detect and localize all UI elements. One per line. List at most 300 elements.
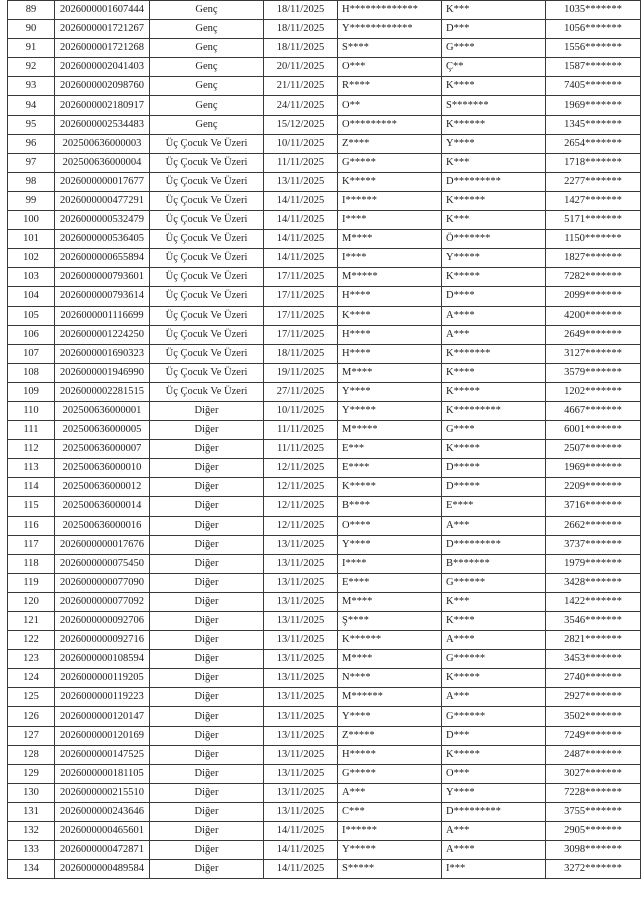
name-cell: S***** xyxy=(338,860,442,879)
row-number-cell: 101 xyxy=(8,230,55,249)
surname-cell: K****** xyxy=(442,191,546,210)
application-number-cell: 202500636000014 xyxy=(55,497,150,516)
table-row xyxy=(8,363,641,382)
application-number-cell: 2026000002041403 xyxy=(55,58,150,77)
date-cell: 13/11/2025 xyxy=(264,631,338,650)
application-number-cell: 2026000000472871 xyxy=(55,841,150,860)
category-cell: Diğer xyxy=(150,516,264,535)
surname-cell: K*** xyxy=(442,1,546,20)
date-cell: 20/11/2025 xyxy=(264,58,338,77)
table-row xyxy=(8,1,641,20)
application-number-cell: 2026000001946990 xyxy=(55,363,150,382)
table-row xyxy=(8,20,641,39)
table-row xyxy=(8,401,641,420)
date-cell: 17/11/2025 xyxy=(264,268,338,287)
date-cell: 13/11/2025 xyxy=(264,535,338,554)
row-number-cell: 105 xyxy=(8,306,55,325)
row-number-cell: 128 xyxy=(8,745,55,764)
table-row xyxy=(8,535,641,554)
id-number-cell: 2662******* xyxy=(546,516,641,535)
table-row xyxy=(8,153,641,172)
name-cell: M**** xyxy=(338,650,442,669)
row-number-cell: 96 xyxy=(8,134,55,153)
table-row xyxy=(8,745,641,764)
table-row xyxy=(8,39,641,58)
category-cell: Üç Çocuk Ve Üzeri xyxy=(150,325,264,344)
id-number-cell: 2821******* xyxy=(546,631,641,650)
category-cell: Genç xyxy=(150,115,264,134)
row-number-cell: 98 xyxy=(8,172,55,191)
application-number-cell: 2026000000465601 xyxy=(55,822,150,841)
application-number-cell: 2026000002534483 xyxy=(55,115,150,134)
table-row xyxy=(8,134,641,153)
row-number-cell: 122 xyxy=(8,631,55,650)
category-cell: Genç xyxy=(150,96,264,115)
category-cell: Diğer xyxy=(150,650,264,669)
id-number-cell: 2654******* xyxy=(546,134,641,153)
category-cell: Diğer xyxy=(150,497,264,516)
surname-cell: S******* xyxy=(442,96,546,115)
name-cell: A*** xyxy=(338,783,442,802)
application-number-cell: 202500636000004 xyxy=(55,153,150,172)
category-cell: Diğer xyxy=(150,401,264,420)
id-number-cell: 6001******* xyxy=(546,421,641,440)
name-cell: H**** xyxy=(338,325,442,344)
date-cell: 18/11/2025 xyxy=(264,1,338,20)
surname-cell: O*** xyxy=(442,764,546,783)
id-number-cell: 3272******* xyxy=(546,860,641,879)
row-number-cell: 89 xyxy=(8,1,55,20)
application-number-cell: 2026000000147525 xyxy=(55,745,150,764)
name-cell: E**** xyxy=(338,573,442,592)
application-number-cell: 2026000000793614 xyxy=(55,287,150,306)
category-cell: Diğer xyxy=(150,631,264,650)
id-number-cell: 3453******* xyxy=(546,650,641,669)
id-number-cell: 1969******* xyxy=(546,459,641,478)
category-cell: Diğer xyxy=(150,726,264,745)
date-cell: 18/11/2025 xyxy=(264,344,338,363)
row-number-cell: 115 xyxy=(8,497,55,516)
date-cell: 13/11/2025 xyxy=(264,650,338,669)
surname-cell: I*** xyxy=(442,860,546,879)
date-cell: 14/11/2025 xyxy=(264,249,338,268)
name-cell: Y***** xyxy=(338,841,442,860)
date-cell: 13/11/2025 xyxy=(264,172,338,191)
name-cell: I**** xyxy=(338,249,442,268)
row-number-cell: 126 xyxy=(8,707,55,726)
name-cell: N**** xyxy=(338,669,442,688)
row-number-cell: 97 xyxy=(8,153,55,172)
name-cell: H***** xyxy=(338,745,442,764)
surname-cell: K***** xyxy=(442,268,546,287)
id-number-cell: 1979******* xyxy=(546,554,641,573)
date-cell: 12/11/2025 xyxy=(264,459,338,478)
surname-cell: A*** xyxy=(442,822,546,841)
row-number-cell: 114 xyxy=(8,478,55,497)
date-cell: 14/11/2025 xyxy=(264,191,338,210)
date-cell: 13/11/2025 xyxy=(264,745,338,764)
row-number-cell: 108 xyxy=(8,363,55,382)
date-cell: 15/12/2025 xyxy=(264,115,338,134)
application-number-cell: 2026000001690323 xyxy=(55,344,150,363)
category-cell: Diğer xyxy=(150,707,264,726)
category-cell: Diğer xyxy=(150,745,264,764)
row-number-cell: 131 xyxy=(8,802,55,821)
category-cell: Diğer xyxy=(150,822,264,841)
date-cell: 10/11/2025 xyxy=(264,401,338,420)
id-number-cell: 1556******* xyxy=(546,39,641,58)
table-row xyxy=(8,211,641,230)
id-number-cell: 7405******* xyxy=(546,77,641,96)
category-cell: Diğer xyxy=(150,592,264,611)
date-cell: 14/11/2025 xyxy=(264,822,338,841)
row-number-cell: 124 xyxy=(8,669,55,688)
application-number-cell: 2026000000655894 xyxy=(55,249,150,268)
category-cell: Diğer xyxy=(150,459,264,478)
category-cell: Diğer xyxy=(150,669,264,688)
surname-cell: E**** xyxy=(442,497,546,516)
name-cell: I****** xyxy=(338,822,442,841)
id-number-cell: 2740******* xyxy=(546,669,641,688)
surname-cell: Y***** xyxy=(442,249,546,268)
surname-cell: K***** xyxy=(442,382,546,401)
name-cell: Y**** xyxy=(338,382,442,401)
row-number-cell: 92 xyxy=(8,58,55,77)
id-number-cell: 3098******* xyxy=(546,841,641,860)
table-row xyxy=(8,58,641,77)
category-cell: Diğer xyxy=(150,440,264,459)
date-cell: 17/11/2025 xyxy=(264,287,338,306)
category-cell: Üç Çocuk Ve Üzeri xyxy=(150,306,264,325)
row-number-cell: 110 xyxy=(8,401,55,420)
table-row xyxy=(8,497,641,516)
surname-cell: K*** xyxy=(442,211,546,230)
name-cell: Ş**** xyxy=(338,612,442,631)
application-number-cell: 2026000000077090 xyxy=(55,573,150,592)
id-number-cell: 1422******* xyxy=(546,592,641,611)
application-number-cell: 202500636000012 xyxy=(55,478,150,497)
table-row xyxy=(8,516,641,535)
table-row xyxy=(8,783,641,802)
row-number-cell: 95 xyxy=(8,115,55,134)
application-number-cell: 202500636000005 xyxy=(55,421,150,440)
row-number-cell: 123 xyxy=(8,650,55,669)
date-cell: 14/11/2025 xyxy=(264,211,338,230)
surname-cell: D**** xyxy=(442,287,546,306)
surname-cell: A**** xyxy=(442,841,546,860)
table-row xyxy=(8,459,641,478)
row-number-cell: 91 xyxy=(8,39,55,58)
name-cell: H************* xyxy=(338,1,442,20)
date-cell: 10/11/2025 xyxy=(264,134,338,153)
surname-cell: G**** xyxy=(442,39,546,58)
application-number-cell: 2026000000075450 xyxy=(55,554,150,573)
table-row xyxy=(8,115,641,134)
application-number-cell: 2026000000017677 xyxy=(55,172,150,191)
date-cell: 13/11/2025 xyxy=(264,573,338,592)
surname-cell: A**** xyxy=(442,631,546,650)
category-cell: Üç Çocuk Ve Üzeri xyxy=(150,230,264,249)
name-cell: E**** xyxy=(338,459,442,478)
table-row xyxy=(8,96,641,115)
name-cell: H**** xyxy=(338,287,442,306)
date-cell: 11/11/2025 xyxy=(264,440,338,459)
application-number-cell: 2026000000092716 xyxy=(55,631,150,650)
table-row xyxy=(8,287,641,306)
table-row xyxy=(8,764,641,783)
name-cell: K***** xyxy=(338,172,442,191)
date-cell: 18/11/2025 xyxy=(264,39,338,58)
application-number-cell: 2026000000536405 xyxy=(55,230,150,249)
date-cell: 11/11/2025 xyxy=(264,421,338,440)
category-cell: Üç Çocuk Ve Üzeri xyxy=(150,153,264,172)
id-number-cell: 1969******* xyxy=(546,96,641,115)
row-number-cell: 132 xyxy=(8,822,55,841)
name-cell: O*** xyxy=(338,58,442,77)
date-cell: 12/11/2025 xyxy=(264,516,338,535)
id-number-cell: 3716******* xyxy=(546,497,641,516)
application-number-cell: 2026000001224250 xyxy=(55,325,150,344)
name-cell: M***** xyxy=(338,268,442,287)
surname-cell: Y**** xyxy=(442,134,546,153)
application-number-cell: 2026000000532479 xyxy=(55,211,150,230)
id-number-cell: 1056******* xyxy=(546,20,641,39)
category-cell: Diğer xyxy=(150,554,264,573)
category-cell: Diğer xyxy=(150,612,264,631)
table-row xyxy=(8,382,641,401)
category-cell: Üç Çocuk Ve Üzeri xyxy=(150,172,264,191)
table-row xyxy=(8,268,641,287)
row-number-cell: 134 xyxy=(8,860,55,879)
application-number-cell: 2026000000119223 xyxy=(55,688,150,707)
id-number-cell: 2905******* xyxy=(546,822,641,841)
application-number-cell: 2026000001116699 xyxy=(55,306,150,325)
date-cell: 13/11/2025 xyxy=(264,554,338,573)
application-number-cell: 202500636000001 xyxy=(55,401,150,420)
date-cell: 14/11/2025 xyxy=(264,860,338,879)
application-number-cell: 2026000001607444 xyxy=(55,1,150,20)
application-number-cell: 2026000002281515 xyxy=(55,382,150,401)
date-cell: 13/11/2025 xyxy=(264,783,338,802)
name-cell: K***** xyxy=(338,478,442,497)
row-number-cell: 107 xyxy=(8,344,55,363)
surname-cell: G****** xyxy=(442,650,546,669)
application-number-cell: 2026000000243646 xyxy=(55,802,150,821)
row-number-cell: 125 xyxy=(8,688,55,707)
surname-cell: A*** xyxy=(442,688,546,707)
date-cell: 13/11/2025 xyxy=(264,707,338,726)
surname-cell: Ö******* xyxy=(442,230,546,249)
application-number-cell: 2026000000489584 xyxy=(55,860,150,879)
surname-cell: K**** xyxy=(442,77,546,96)
surname-cell: K********* xyxy=(442,401,546,420)
name-cell: G***** xyxy=(338,764,442,783)
surname-cell: A*** xyxy=(442,325,546,344)
table-row xyxy=(8,650,641,669)
row-number-cell: 117 xyxy=(8,535,55,554)
category-cell: Diğer xyxy=(150,573,264,592)
table-row xyxy=(8,822,641,841)
name-cell: K**** xyxy=(338,306,442,325)
name-cell: M**** xyxy=(338,363,442,382)
id-number-cell: 3428******* xyxy=(546,573,641,592)
table-row xyxy=(8,612,641,631)
row-number-cell: 129 xyxy=(8,764,55,783)
application-number-cell: 2026000001721267 xyxy=(55,20,150,39)
surname-cell: Y**** xyxy=(442,783,546,802)
id-number-cell: 2209******* xyxy=(546,478,641,497)
table-row xyxy=(8,249,641,268)
name-cell: I**** xyxy=(338,211,442,230)
application-number-cell: 2026000000215510 xyxy=(55,783,150,802)
name-cell: M****** xyxy=(338,688,442,707)
row-number-cell: 111 xyxy=(8,421,55,440)
application-number-cell: 2026000000477291 xyxy=(55,191,150,210)
date-cell: 13/11/2025 xyxy=(264,612,338,631)
row-number-cell: 106 xyxy=(8,325,55,344)
id-number-cell: 3502******* xyxy=(546,707,641,726)
surname-cell: D***** xyxy=(442,478,546,497)
category-cell: Diğer xyxy=(150,535,264,554)
table-row xyxy=(8,77,641,96)
surname-cell: K***** xyxy=(442,669,546,688)
id-number-cell: 1427******* xyxy=(546,191,641,210)
table-row xyxy=(8,554,641,573)
id-number-cell: 2649******* xyxy=(546,325,641,344)
id-number-cell: 2099******* xyxy=(546,287,641,306)
id-number-cell: 1587******* xyxy=(546,58,641,77)
category-cell: Genç xyxy=(150,1,264,20)
id-number-cell: 3127******* xyxy=(546,344,641,363)
row-number-cell: 109 xyxy=(8,382,55,401)
category-cell: Genç xyxy=(150,20,264,39)
surname-cell: K*** xyxy=(442,592,546,611)
category-cell: Üç Çocuk Ve Üzeri xyxy=(150,287,264,306)
row-number-cell: 119 xyxy=(8,573,55,592)
application-number-cell: 2026000002098760 xyxy=(55,77,150,96)
name-cell: R**** xyxy=(338,77,442,96)
surname-cell: K****** xyxy=(442,115,546,134)
surname-cell: K**** xyxy=(442,363,546,382)
surname-cell: K*** xyxy=(442,153,546,172)
row-number-cell: 113 xyxy=(8,459,55,478)
table-row xyxy=(8,841,641,860)
category-cell: Genç xyxy=(150,77,264,96)
table-row xyxy=(8,592,641,611)
table-row xyxy=(8,860,641,879)
category-cell: Diğer xyxy=(150,802,264,821)
category-cell: Diğer xyxy=(150,764,264,783)
table-row xyxy=(8,688,641,707)
id-number-cell: 7249******* xyxy=(546,726,641,745)
surname-cell: K***** xyxy=(442,440,546,459)
date-cell: 12/11/2025 xyxy=(264,478,338,497)
category-cell: Diğer xyxy=(150,860,264,879)
application-number-cell: 2026000000108594 xyxy=(55,650,150,669)
date-cell: 13/11/2025 xyxy=(264,592,338,611)
surname-cell: Ç** xyxy=(442,58,546,77)
surname-cell: G****** xyxy=(442,573,546,592)
surname-cell: D*** xyxy=(442,726,546,745)
category-cell: Genç xyxy=(150,58,264,77)
id-number-cell: 1718******* xyxy=(546,153,641,172)
date-cell: 18/11/2025 xyxy=(264,20,338,39)
date-cell: 12/11/2025 xyxy=(264,497,338,516)
id-number-cell: 2277******* xyxy=(546,172,641,191)
row-number-cell: 118 xyxy=(8,554,55,573)
row-number-cell: 116 xyxy=(8,516,55,535)
surname-cell: D***** xyxy=(442,459,546,478)
application-number-cell: 2026000000092706 xyxy=(55,612,150,631)
table-row xyxy=(8,421,641,440)
surname-cell: D********* xyxy=(442,802,546,821)
category-cell: Diğer xyxy=(150,478,264,497)
category-cell: Üç Çocuk Ve Üzeri xyxy=(150,211,264,230)
date-cell: 13/11/2025 xyxy=(264,688,338,707)
table-row xyxy=(8,726,641,745)
id-number-cell: 4200******* xyxy=(546,306,641,325)
date-cell: 13/11/2025 xyxy=(264,726,338,745)
row-number-cell: 90 xyxy=(8,20,55,39)
application-number-cell: 202500636000016 xyxy=(55,516,150,535)
name-cell: G***** xyxy=(338,153,442,172)
application-number-cell: 202500636000003 xyxy=(55,134,150,153)
id-number-cell: 1345******* xyxy=(546,115,641,134)
application-number-cell: 2026000000793601 xyxy=(55,268,150,287)
table-row xyxy=(8,440,641,459)
id-number-cell: 1150******* xyxy=(546,230,641,249)
id-number-cell: 1035******* xyxy=(546,1,641,20)
id-number-cell: 7228******* xyxy=(546,783,641,802)
name-cell: M***** xyxy=(338,421,442,440)
category-cell: Diğer xyxy=(150,841,264,860)
application-number-cell: 202500636000007 xyxy=(55,440,150,459)
category-cell: Üç Çocuk Ve Üzeri xyxy=(150,249,264,268)
category-cell: Üç Çocuk Ve Üzeri xyxy=(150,268,264,287)
name-cell: Y***** xyxy=(338,401,442,420)
table-row xyxy=(8,172,641,191)
category-cell: Genç xyxy=(150,39,264,58)
id-number-cell: 3027******* xyxy=(546,764,641,783)
id-number-cell: 7282******* xyxy=(546,268,641,287)
row-number-cell: 103 xyxy=(8,268,55,287)
row-number-cell: 100 xyxy=(8,211,55,230)
application-number-cell: 2026000000119205 xyxy=(55,669,150,688)
table-row xyxy=(8,573,641,592)
category-cell: Üç Çocuk Ve Üzeri xyxy=(150,344,264,363)
id-number-cell: 4667******* xyxy=(546,401,641,420)
name-cell: I**** xyxy=(338,554,442,573)
surname-cell: K**** xyxy=(442,612,546,631)
surname-cell: G**** xyxy=(442,421,546,440)
table-body xyxy=(8,1,641,879)
row-number-cell: 94 xyxy=(8,96,55,115)
category-cell: Diğer xyxy=(150,421,264,440)
table-row xyxy=(8,478,641,497)
name-cell: C*** xyxy=(338,802,442,821)
date-cell: 27/11/2025 xyxy=(264,382,338,401)
date-cell: 19/11/2025 xyxy=(264,363,338,382)
row-number-cell: 120 xyxy=(8,592,55,611)
surname-cell: K******* xyxy=(442,344,546,363)
surname-cell: D*** xyxy=(442,20,546,39)
row-number-cell: 93 xyxy=(8,77,55,96)
date-cell: 13/11/2025 xyxy=(264,764,338,783)
table-row xyxy=(8,306,641,325)
name-cell: S**** xyxy=(338,39,442,58)
name-cell: Y**** xyxy=(338,535,442,554)
row-number-cell: 102 xyxy=(8,249,55,268)
